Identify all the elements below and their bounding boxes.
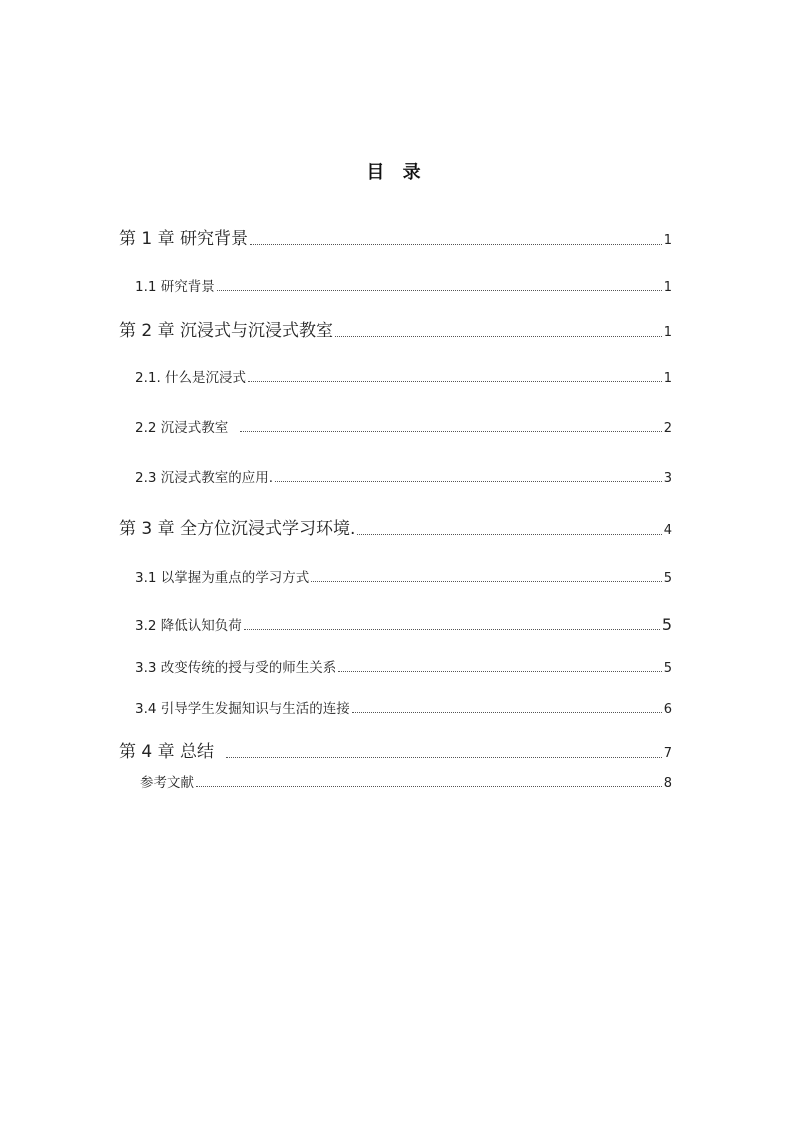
toc-entry-page: 1: [663, 371, 672, 386]
toc-entry-label: 3.2 降低认知负荷: [135, 618, 242, 634]
toc-entry-label: 2.1. 什么是沉浸式: [135, 370, 247, 386]
dot-leader: [352, 712, 662, 713]
toc-entry-page: 1: [663, 233, 672, 248]
toc-entry-label: 1.1 研究背景: [135, 279, 215, 295]
toc-entry-chapter-3[interactable]: [119, 514, 672, 539]
toc-entry-chapter-4[interactable]: [119, 737, 672, 762]
dot-leader: [248, 381, 662, 382]
dot-leader: [311, 581, 661, 582]
toc-entry-label: 第 2 章 沉浸式与沉浸式教室: [119, 321, 334, 341]
toc-entry-page: 5: [661, 615, 672, 634]
dot-leader: [338, 671, 661, 672]
toc-entry-page: 6: [663, 702, 672, 717]
toc-entry-label: 参考文献: [140, 775, 194, 791]
toc-entry-page: 5: [663, 571, 672, 586]
toc-entry-page: 2: [663, 421, 672, 436]
toc-entry-section-3-2[interactable]: [135, 614, 672, 634]
toc-entry-section-2-3[interactable]: [135, 466, 672, 486]
dot-leader: [196, 786, 662, 787]
toc-entry-section-2-2[interactable]: [135, 416, 672, 436]
dot-leader: [275, 481, 662, 482]
dot-leader: [244, 629, 660, 630]
toc-entry-page: 4: [663, 523, 672, 538]
toc-entry-chapter-2[interactable]: [119, 316, 672, 341]
toc-entry-section-3-4[interactable]: [135, 697, 672, 717]
toc-entry-references[interactable]: [140, 771, 672, 791]
dot-leader: [250, 244, 662, 245]
toc-entry-label: 2.3 沉浸式教室的应用.: [135, 470, 274, 486]
dot-leader: [226, 757, 662, 758]
toc-entry-label: 2.2 沉浸式教室: [135, 420, 229, 436]
toc-entry-page: 7: [663, 746, 672, 761]
toc-entry-page: 5: [663, 661, 672, 676]
toc-entry-section-3-3[interactable]: [135, 656, 672, 676]
toc-entry-label: 第 3 章 全方位沉浸式学习环境.: [119, 519, 356, 539]
toc-entry-label: 3.3 改变传统的授与受的师生关系: [135, 660, 337, 676]
toc-entry-section-1-1[interactable]: [135, 275, 672, 295]
toc-entry-label: 第 1 章 研究背景: [119, 229, 249, 249]
dot-leader: [240, 431, 661, 432]
toc-entry-page: 3: [663, 471, 672, 486]
dot-leader: [335, 336, 662, 337]
toc-entry-page: 8: [663, 776, 672, 791]
dot-leader: [217, 290, 662, 291]
toc-entry-page: 1: [663, 325, 672, 340]
dot-leader: [357, 534, 661, 535]
toc-entry-label: 3.4 引导学生发掘知识与生活的连接: [135, 701, 350, 717]
toc-entry-label: 3.1 以掌握为重点的学习方式: [135, 570, 310, 586]
toc-entry-page: 1: [663, 280, 672, 295]
page-title: 目 录: [366, 162, 427, 183]
toc-entry-section-3-1[interactable]: [135, 566, 672, 586]
toc-entry-chapter-1[interactable]: [119, 224, 672, 249]
toc-entry-section-2-1[interactable]: [135, 366, 672, 386]
toc-entry-label: 第 4 章 总结: [119, 742, 215, 762]
